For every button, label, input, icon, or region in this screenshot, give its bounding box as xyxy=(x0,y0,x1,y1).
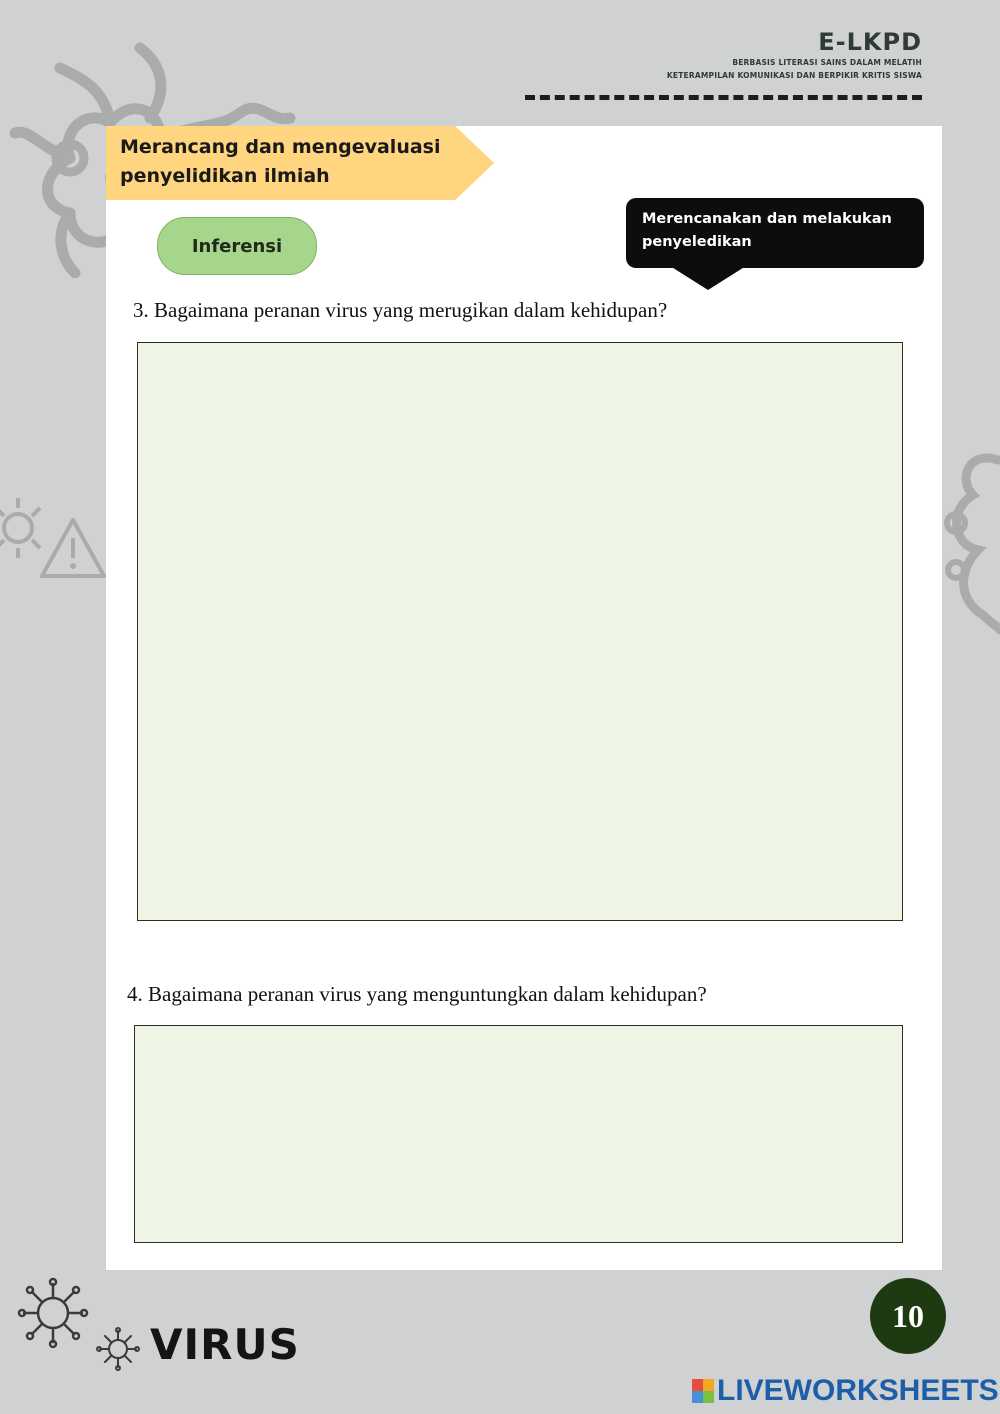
liveworksheets-label: LIVEWORKSHEETS xyxy=(717,1374,999,1407)
header-subtitle-line2: KETERAMPILAN KOMUNIKASI DAN BERPIKIR KRITIS SISWA xyxy=(666,71,922,80)
header-subtitle-line1: BERBASIS LITERASI SAINS DALAM MELATIH xyxy=(732,58,922,67)
liveworksheets-logo-icon xyxy=(692,1379,714,1403)
virus-small-icon xyxy=(95,1326,141,1372)
virus-outline-icon xyxy=(938,450,1000,640)
question-4: 4. Bagaimana peranan virus yang menguntungkan dalam kehidupan? xyxy=(127,982,707,1006)
topic-title: VIRUS xyxy=(150,1320,300,1369)
answer-box-question-3[interactable] xyxy=(137,342,903,921)
question-3: 3. Bagaimana peranan virus yang merugikan dalam kehidupan? xyxy=(133,298,668,322)
section-banner-label: Merancang dan mengevaluasi penyelidikan ilmiah xyxy=(120,136,441,187)
page-number: 10 xyxy=(870,1278,946,1354)
header xyxy=(667,28,922,82)
virus-small-icon xyxy=(16,1276,90,1350)
header-divider xyxy=(525,95,922,100)
header-title: E-LKPD xyxy=(818,28,922,56)
callout-pointer xyxy=(670,266,746,290)
inferensi-tag: Inferensi xyxy=(157,217,317,275)
liveworksheets-brand[interactable] xyxy=(692,1374,999,1408)
skill-callout: Merencanakan dan melakukan penyeledikan xyxy=(626,198,924,268)
warning-triangle-icon xyxy=(0,488,108,583)
answer-box-question-4[interactable] xyxy=(134,1025,903,1243)
